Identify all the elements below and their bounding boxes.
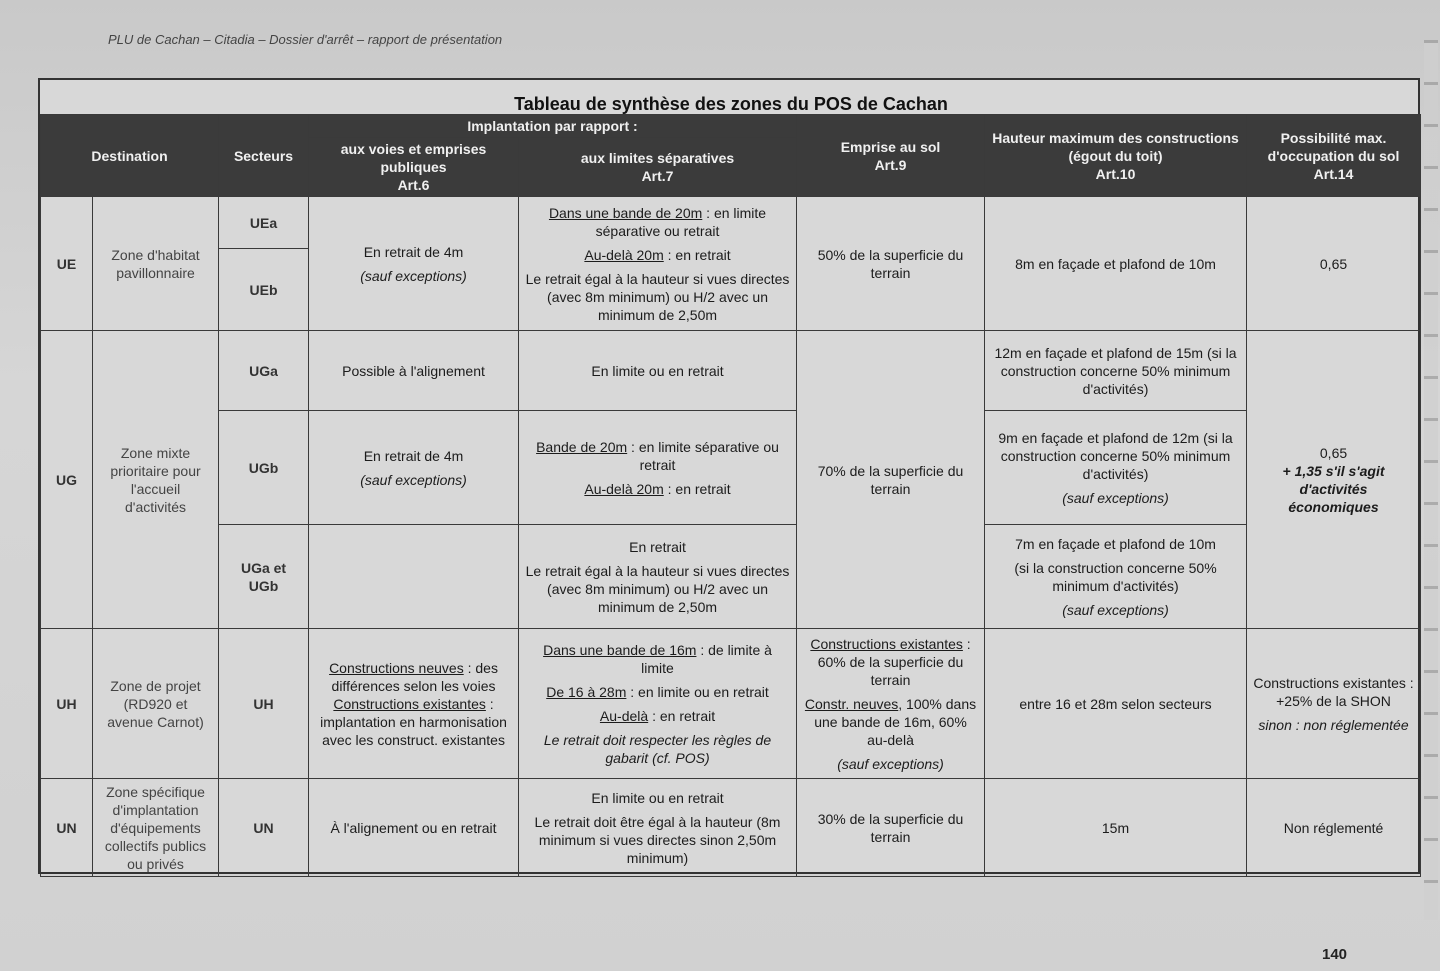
sector-uga: UGa: [219, 331, 309, 411]
ug-cos-bonus: + 1,35 s'il s'agit d'activités économiques: [1282, 462, 1385, 515]
header-emprise: [797, 115, 985, 197]
un-hauteur: 15m: [985, 779, 1247, 877]
uh-lim-2: : en limite ou en retrait: [626, 683, 769, 700]
un-limites: [519, 779, 797, 877]
zone-destination-uh: Zone de projet (RD920 et avenue Carnot): [93, 629, 219, 779]
uh-lim-1-key: Dans une bande de 16m: [543, 641, 697, 658]
ug-voies-ab: [309, 525, 519, 629]
uh-voies-1: : des différences selon les voies: [331, 659, 498, 694]
uh-lim-3-key: Au-delà: [599, 707, 649, 724]
header-voies-art: Art.6: [397, 177, 430, 193]
table-row: [41, 629, 1421, 779]
header-secteurs: Secteurs: [219, 115, 309, 197]
ue-cos: 0,65: [1247, 197, 1421, 331]
uh-voies: [309, 629, 519, 779]
ug-lim-b-1-key: Bande de 20m: [536, 438, 628, 455]
uh-emprise: [797, 629, 985, 779]
binder-tabs: [1424, 40, 1438, 920]
ug-hauteur-ab: [985, 525, 1247, 629]
table-row: [41, 779, 1421, 877]
sector-uga-ugb: UGa et UGb: [219, 525, 309, 629]
ug-lim-b-1: : en limite séparative ou retrait: [627, 438, 779, 473]
synthesis-table: [40, 114, 1421, 877]
un-lim-1: En limite ou en retrait: [591, 789, 724, 806]
table-row: [41, 331, 1421, 411]
un-voies: À l'alignement ou en retrait: [309, 779, 519, 877]
un-cos: Non réglementé: [1247, 779, 1421, 877]
ue-voies-exception: (sauf exceptions): [360, 267, 467, 284]
uh-cos-else: sinon : non réglementée: [1258, 716, 1409, 733]
header-voies: [309, 138, 519, 197]
ug-hauteur-ab-rule: 7m en façade et plafond de 10m: [1015, 535, 1216, 552]
uh-emp-1: : 60% de la superficie du terrain: [817, 635, 971, 688]
ug-limites-a: En limite ou en retrait: [519, 331, 797, 411]
sector-uh: UH: [219, 629, 309, 779]
zone-code-ue: UE: [41, 197, 93, 331]
uh-voies-2-key: Constructions existantes: [333, 695, 486, 712]
header-limites-art: Art.7: [641, 168, 674, 184]
uh-lim-1: : de limite à limite: [641, 641, 772, 676]
synthesis-table-frame: [38, 78, 1420, 874]
ug-cos-value: 0,65: [1319, 444, 1348, 461]
header-destination: Destination: [41, 115, 219, 197]
uh-limites: [519, 629, 797, 779]
ug-voies-b-rule: En retrait de 4m: [363, 447, 464, 464]
un-lim-2: Le retrait doit être égal à la hauteur (8m minimum si vues directes sinon 2,50m minimum): [534, 813, 781, 866]
header-emprise-label: Emprise au sol: [840, 138, 941, 155]
header-limites: [519, 138, 797, 197]
uh-cos: [1247, 629, 1421, 779]
ue-voies: [309, 197, 519, 331]
ug-lim-ab-2: Le retrait égal à la hauteur si vues directes (avec 8m minimum) ou H/2 avec un minimum de 2,50m: [525, 562, 790, 615]
ue-lim-2-key: Au-delà 20m: [584, 246, 664, 263]
un-emprise: 30% de la superficie du terrain: [797, 779, 985, 877]
uh-lim-2-key: De 16 à 28m: [546, 683, 627, 700]
ue-lim-1-key: Dans une bande de 20m: [548, 204, 703, 221]
sector-uea: UEa: [219, 197, 309, 249]
ug-hauteur-ab-condition: (si la construction concerne 50% minimum d'activités): [1014, 559, 1217, 594]
uh-lim-3: : en retrait: [648, 707, 716, 724]
ug-limites-b: [519, 411, 797, 525]
ug-voies-b: [309, 411, 519, 525]
ug-hauteur-a: 12m en façade et plafond de 15m (si la construction concerne 50% minimum d'activités): [985, 331, 1247, 411]
ug-hauteur-ab-exception: (sauf exceptions): [1062, 601, 1169, 618]
ug-lim-b-2-key: Au-delà 20m: [584, 480, 664, 497]
uh-voies-2: : implantation en harmonisation avec les construct. existantes: [320, 695, 507, 748]
ue-lim-1: : en limite séparative ou retrait: [595, 204, 767, 239]
uh-voies-1-key: Constructions neuves: [329, 659, 464, 676]
header-hauteur: [985, 115, 1247, 197]
header-voies-label: aux voies et emprises publiques: [340, 141, 487, 175]
ug-hauteur-b: [985, 411, 1247, 525]
uh-lim-4: Le retrait doit respecter les règles de gabarit (cf. POS): [543, 731, 772, 766]
ug-hauteur-b-rule: 9m en façade et plafond de 12m (si la construction concerne 50% minimum d'activités): [998, 429, 1233, 482]
ug-emprise: 70% de la superficie du terrain: [797, 331, 985, 629]
page-number: 140: [1322, 946, 1348, 963]
uh-emp-3: (sauf exceptions): [837, 755, 944, 772]
ug-hauteur-b-exception: (sauf exceptions): [1062, 489, 1169, 506]
table-row: [41, 197, 1421, 249]
zone-destination-ug: Zone mixte prioritaire pour l'accueil d'activités: [93, 331, 219, 629]
zone-code-uh: UH: [41, 629, 93, 779]
sector-un: UN: [219, 779, 309, 877]
running-header: PLU de Cachan – Citadia – Dossier d'arrêt – rapport de présentation: [108, 32, 503, 47]
header-hauteur-art: Art.10: [1095, 165, 1136, 182]
zone-code-un: UN: [41, 779, 93, 877]
uh-emp-1-key: Constructions existantes: [810, 635, 963, 652]
ue-lim-3: Le retrait égal à la hauteur si vues directes (avec 8m minimum) ou H/2 avec un minimum de 2,50m: [525, 270, 790, 323]
sector-ueb: UEb: [219, 249, 309, 331]
uh-emp-2: , 100% dans une bande de 16m, 60% au-delà: [814, 695, 977, 748]
sector-ugb: UGb: [219, 411, 309, 525]
uh-hauteur: entre 16 et 28m selon secteurs: [985, 629, 1247, 779]
ue-lim-2: : en retrait: [663, 246, 731, 263]
ug-limites-ab: [519, 525, 797, 629]
ue-emprise: 50% de la superficie du terrain: [797, 197, 985, 331]
zone-code-ug: UG: [41, 331, 93, 629]
zone-destination-ue: Zone d'habitat pavillonnaire: [93, 197, 219, 331]
uh-cos-rule: Constructions existantes : +25% de la SHON: [1253, 674, 1414, 709]
header-limites-label: aux limites séparatives: [580, 150, 735, 166]
table-title: Tableau de synthèse des zones du POS de Cachan: [514, 94, 948, 114]
header-cos-art: Art.14: [1313, 165, 1354, 182]
header-cos-label: Possibilité max. d'occupation du sol: [1267, 129, 1400, 164]
table-row: [41, 411, 1421, 525]
ue-hauteur: 8m en façade et plafond de 10m: [985, 197, 1247, 331]
header-implantation: Implantation par rapport :: [309, 115, 797, 138]
ug-lim-ab-1: En retrait: [629, 538, 686, 555]
ug-voies-a: Possible à l'alignement: [309, 331, 519, 411]
header-emprise-art: Art.9: [874, 156, 907, 173]
header-cos: [1247, 115, 1421, 197]
ue-limites: [519, 197, 797, 331]
ug-lim-b-2: : en retrait: [663, 480, 731, 497]
ug-voies-b-exception: (sauf exceptions): [360, 471, 467, 488]
zone-destination-un: Zone spécifique d'implantation d'équipements collectifs publics ou privés: [93, 779, 219, 877]
uh-emp-2-key: Constr. neuves: [804, 695, 899, 712]
header-hauteur-label: Hauteur maximum des constructions (égout du toit): [992, 129, 1239, 164]
ug-cos: [1247, 331, 1421, 629]
table-row: [41, 525, 1421, 629]
ue-voies-rule: En retrait de 4m: [363, 243, 464, 260]
